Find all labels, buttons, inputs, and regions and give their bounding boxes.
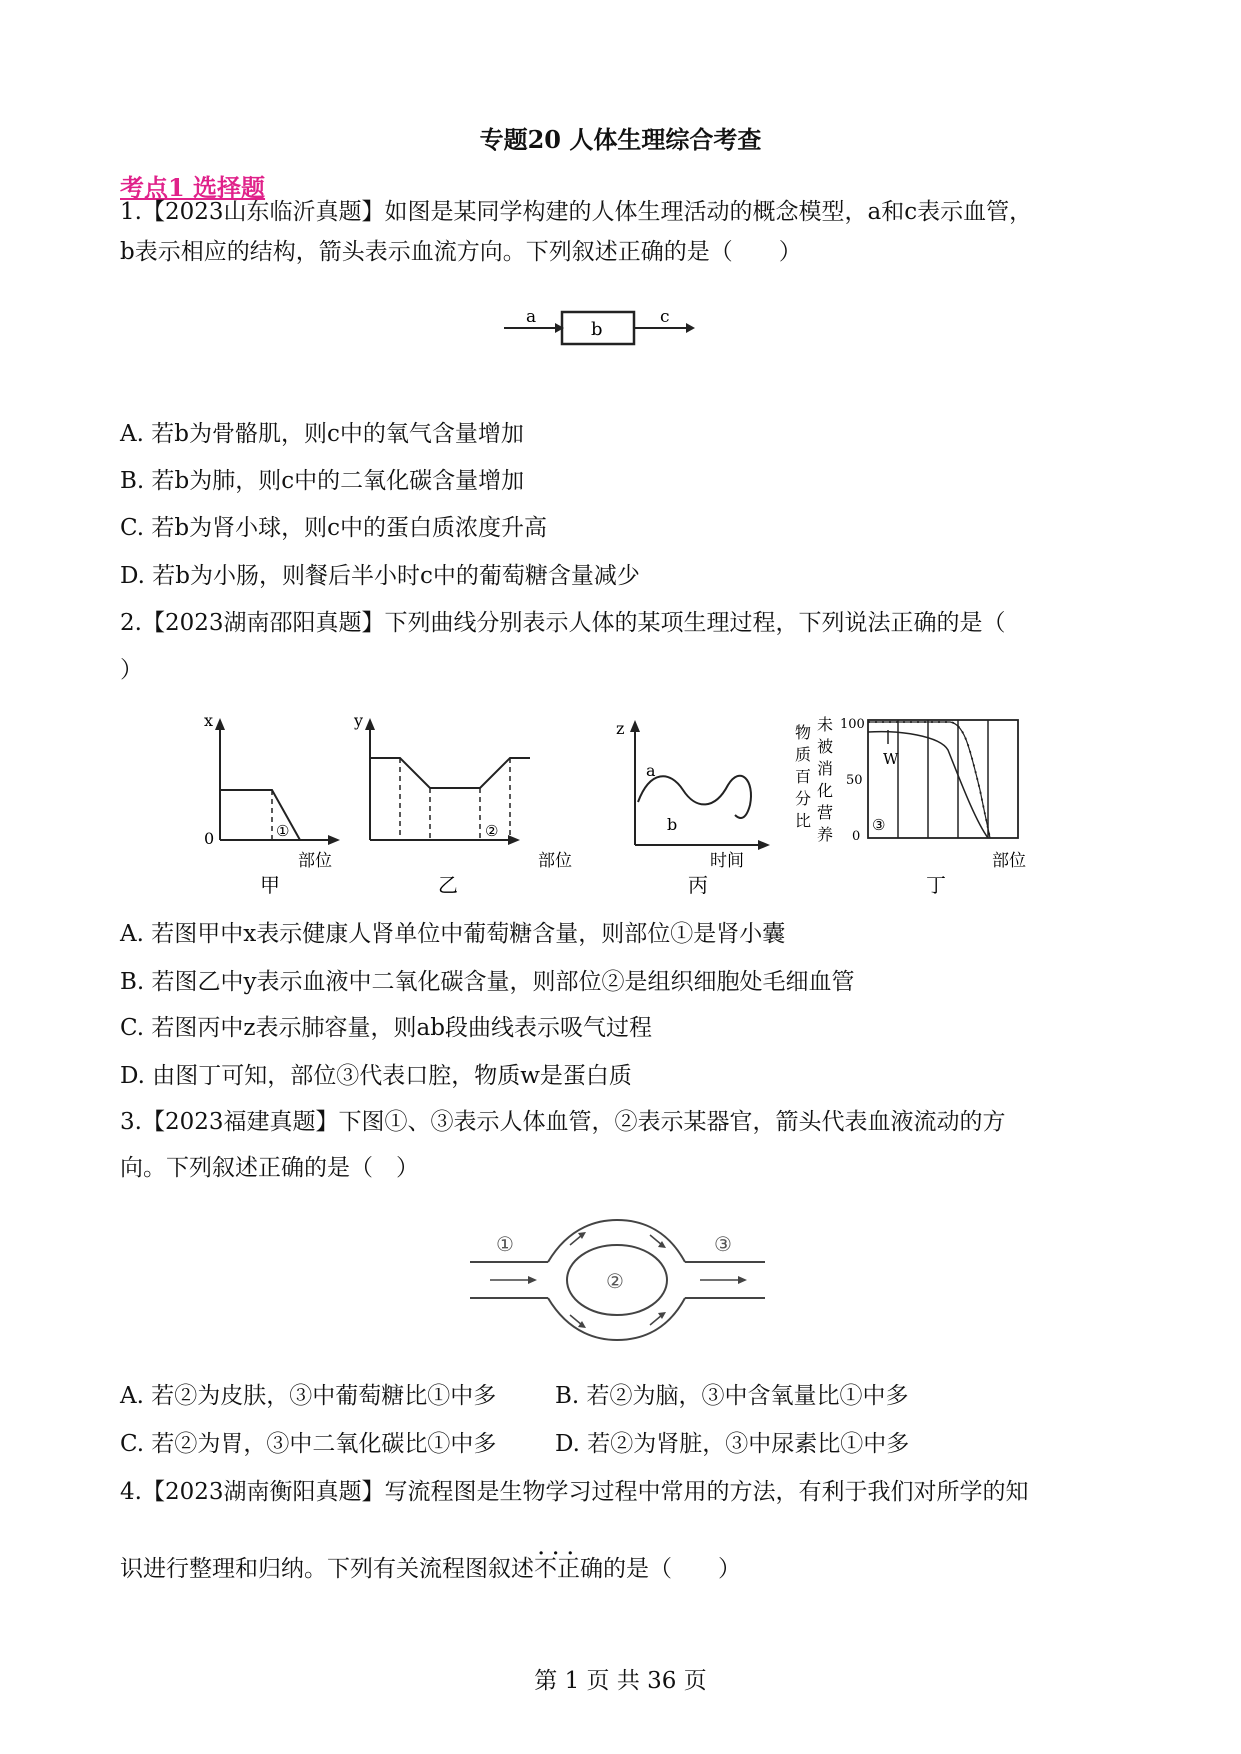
q3-option-c: C. 若②为胃，③中二氧化碳比①中多 [120,1431,497,1457]
q1-stem-line1: 1.【2023山东临沂真题】如图是某同学构建的人体生理活动的概念模型，a和c表示血管， [120,199,1033,225]
jia-ylabel: x [204,711,214,730]
svg-text:分: 分 [795,789,812,808]
q2-stem-line2: ） [120,657,143,683]
q1-fig-label-c: c [660,307,670,327]
q1-option-c: C. 若b为肾小球，则c中的蛋白质浓度升高 [120,515,548,541]
q3-fig-mark-2: ② [606,1269,624,1293]
svg-text:未: 未 [817,715,834,734]
ding-w: W [883,750,899,768]
jia-caption: 甲 [260,873,280,897]
q1-concept-model-figure [500,290,740,364]
chart-yi [353,711,572,897]
ding-ylabel1-c1: 物 [795,723,812,742]
bing-label-a: a [646,761,656,780]
svg-text:被: 被 [817,737,834,756]
yi-mark: ② [485,822,499,840]
q2-stem-line1: 2.【2023湖南邵阳真题】下列曲线分别表示人体的某项生理过程，下列说法正确的是（ [120,610,1006,636]
q3-blood-vessel-figure [460,1215,780,1349]
q4-stem-line2-part3: 的是（ ） [603,1556,741,1582]
bing-xlabel: 时间 [710,851,744,871]
svg-text:营: 营 [817,803,834,822]
jia-xlabel: 部位 [298,851,332,871]
yi-xlabel: 部位 [538,851,572,871]
q1-option-a: A. 若b为骨骼肌，则c中的氧气含量增加 [120,421,524,447]
chart-ding [795,715,1026,897]
jia-origin: 0 [204,829,215,848]
q3-fig-mark-1: ① [496,1232,514,1256]
q4-stem-line2 [120,1553,741,1585]
q3-option-b: B. 若②为脑，③中含氧量比①中多 [555,1383,909,1409]
ding-mark: ③ [872,816,886,834]
q3-fig-mark-3: ③ [714,1232,732,1256]
bing-ylabel: z [616,719,625,738]
q2-option-d: D. 由图丁可知，部位③代表口腔，物质w是蛋白质 [120,1063,632,1089]
chart-jia [204,711,340,897]
yi-caption: 乙 [438,873,458,897]
ding-tick-0: 0 [852,829,861,844]
q4-stem-line2-part1: 识进行整理和归纳。下列有关流程图叙述 [120,1556,534,1582]
page-title: 专题20 人体生理综合考查 [479,125,762,154]
q3-option-d: D. 若②为肾脏，③中尿素比①中多 [555,1431,910,1457]
ding-tick-100: 100 [840,717,865,732]
svg-text:消: 消 [817,759,834,778]
q4-emphasis-text: · · · 不正确 [534,1556,603,1582]
q1-option-d: D. 若b为小肠，则餐后半小时c中的葡萄糖含量减少 [120,563,640,589]
q2-curves-figure [180,710,1060,914]
section-heading: 考点1 选择题 [120,173,266,202]
q4-stem-line1: 4.【2023湖南衡阳真题】写流程图是生物学习过程中常用的方法，有利于我们对所学的知 [120,1479,1029,1505]
svg-text:比: 比 [795,811,812,830]
svg-text:百: 百 [795,767,812,786]
q3-option-a: A. 若②为皮肤，③中葡萄糖比①中多 [120,1383,497,1409]
q1-option-b: B. 若b为肺，则c中的二氧化碳含量增加 [120,468,525,494]
svg-text:质: 质 [795,745,812,764]
bing-caption: 丙 [688,873,708,897]
ding-xlabel: 部位 [992,851,1026,871]
q1-fig-label-b: b [591,319,603,340]
q2-option-c: C. 若图丙中z表示肺容量，则ab段曲线表示吸气过程 [120,1015,652,1041]
yi-ylabel: y [354,711,364,730]
q3-stem-line2: 向。下列叙述正确的是（ ） [120,1155,419,1181]
q3-stem-line1: 3.【2023福建真题】下图①、③表示人体血管，②表示某器官，箭头代表血液流动的方 [120,1109,1006,1135]
q1-stem-line2: b表示相应的结构，箭头表示血流方向。下列叙述正确的是（ ） [120,239,802,265]
q2-option-a: A. 若图甲中x表示健康人肾单位中葡萄糖含量，则部位①是肾小囊 [120,921,786,947]
chart-bing [616,719,770,897]
page-footer: 第 1 页 共 36 页 [534,1668,707,1694]
svg-text:养: 养 [817,825,834,844]
ding-tick-50: 50 [846,773,863,788]
q2-option-b: B. 若图乙中y表示血液中二氧化碳含量，则部位②是组织细胞处毛细血管 [120,969,855,995]
jia-mark: ① [276,822,290,840]
bing-label-b: b [667,815,678,834]
ding-caption: 丁 [926,873,946,897]
q1-fig-label-a: a [526,307,537,327]
svg-text:化: 化 [817,781,834,800]
